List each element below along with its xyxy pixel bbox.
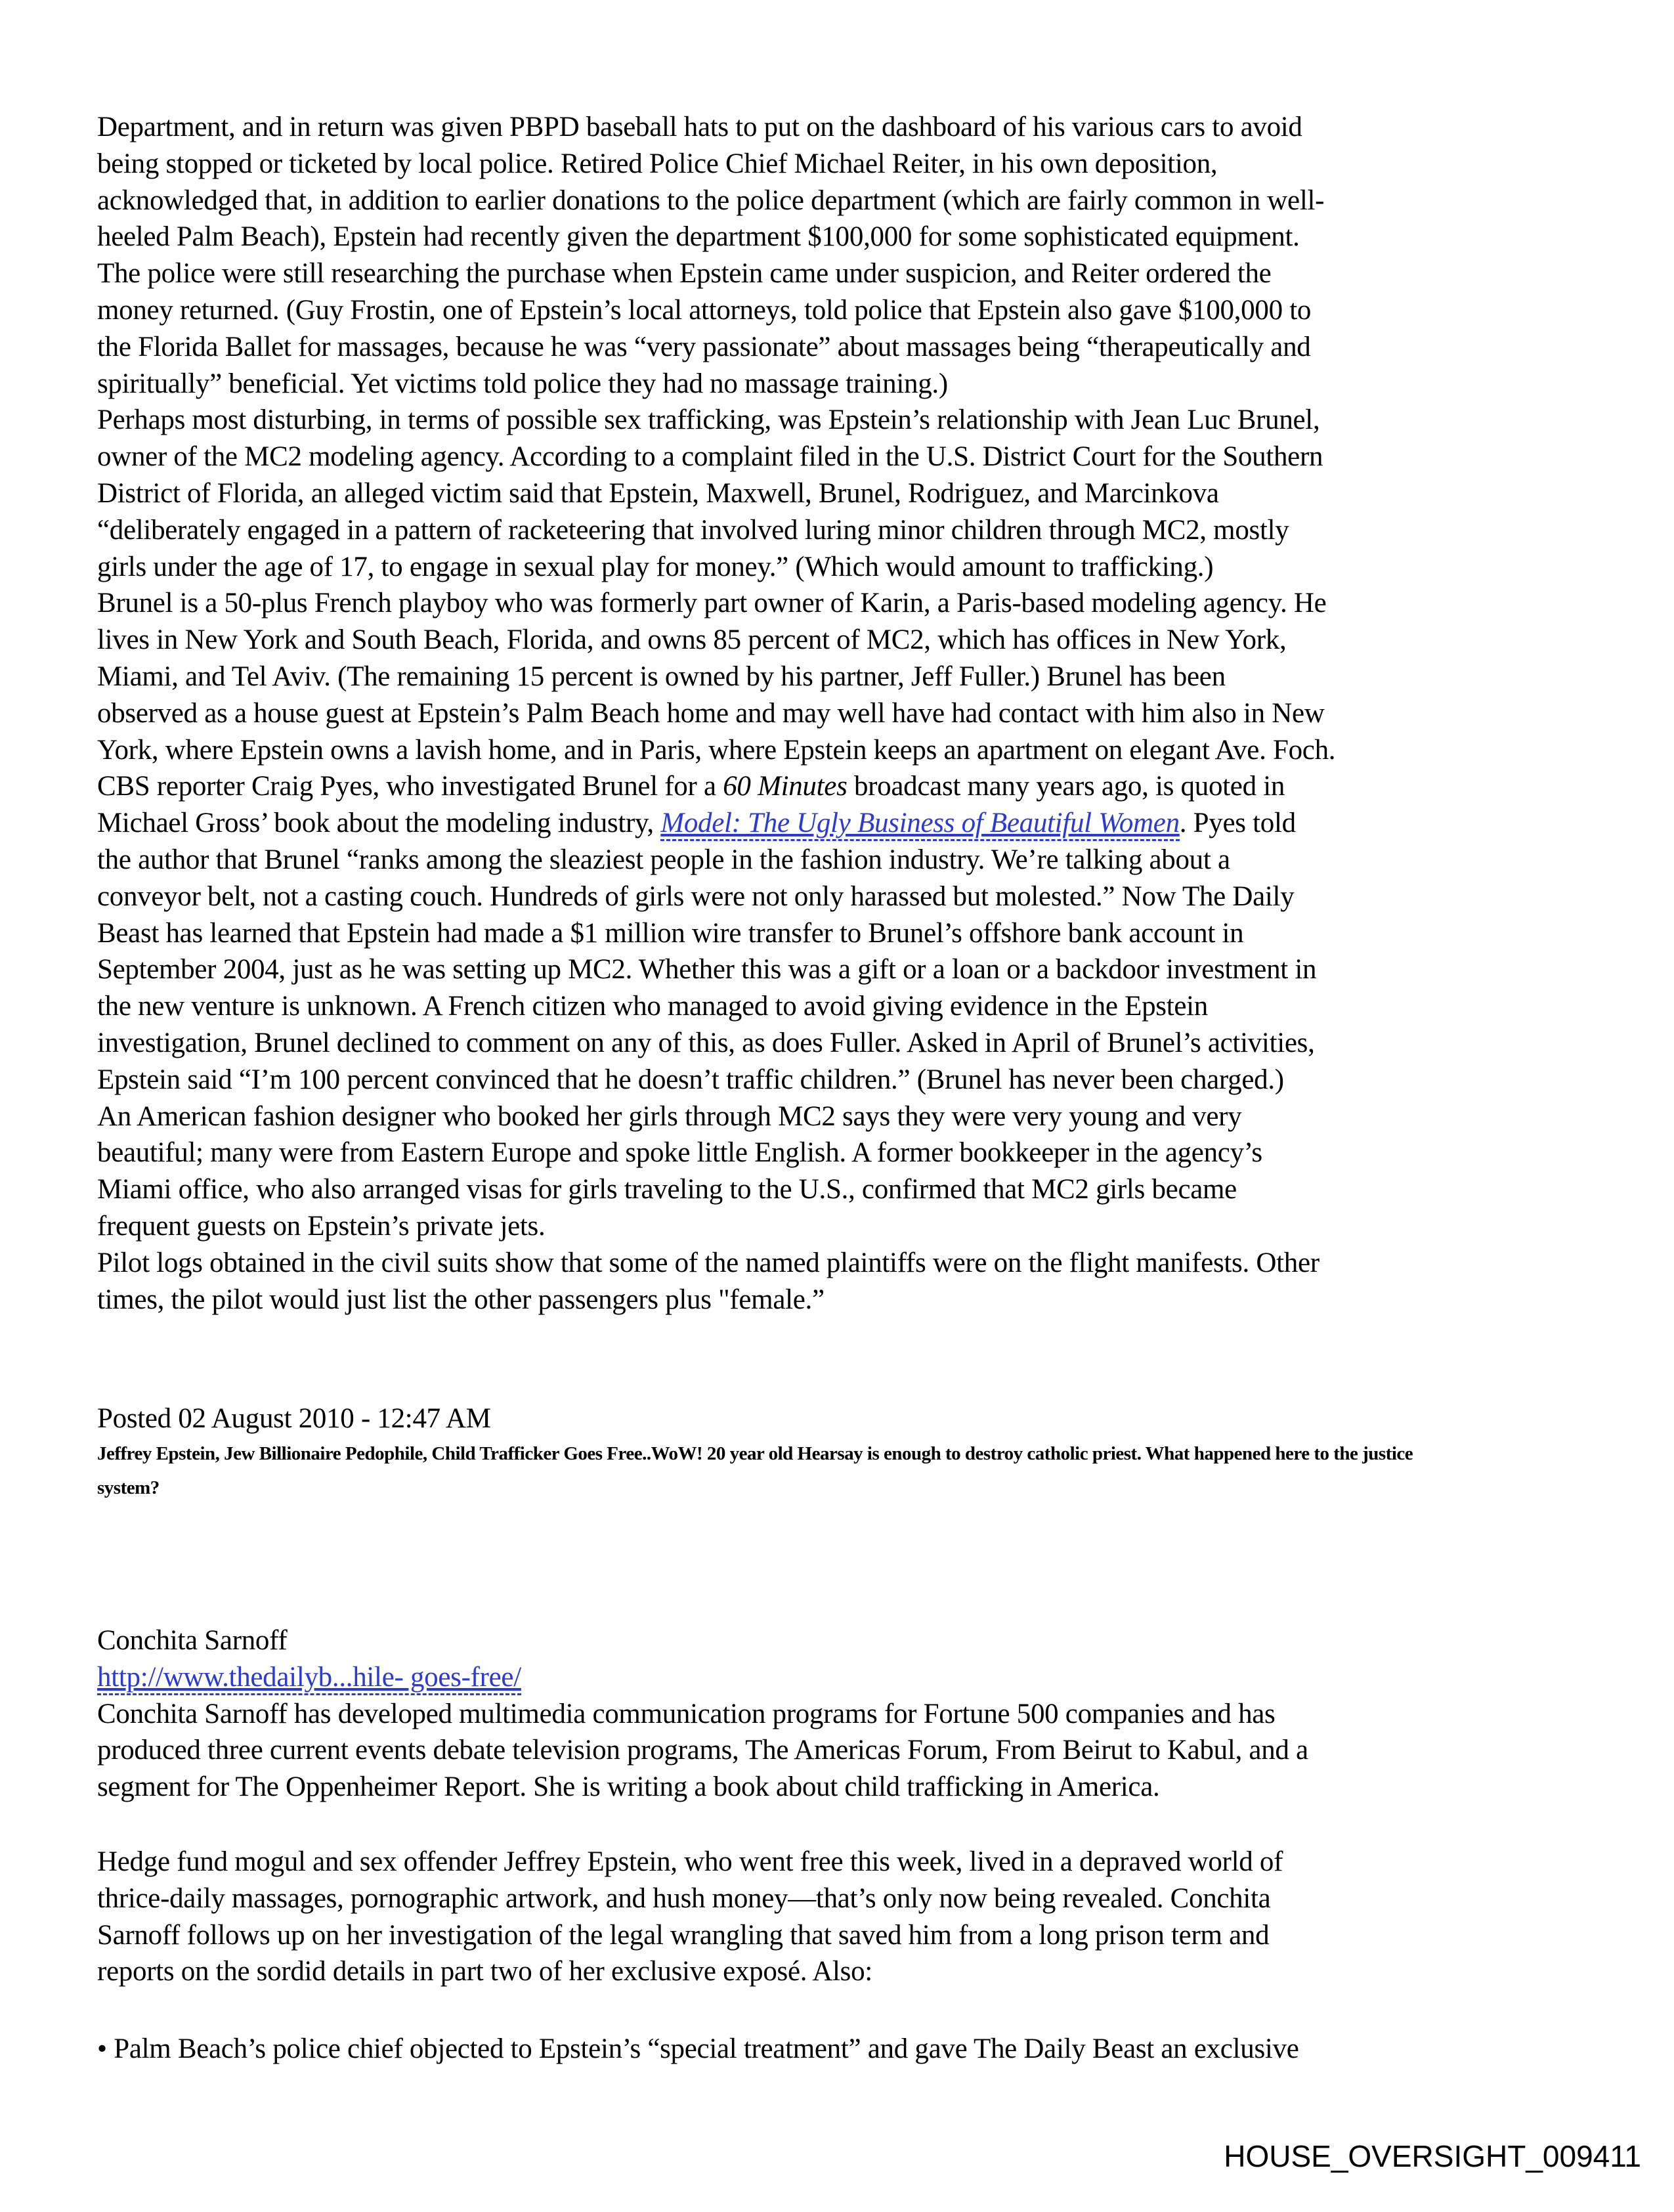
author-section [97,1622,1308,1806]
text-segment: spiritually” beneficial. Yet victims told police they had no massage training.) [97,368,948,399]
text-segment: Epstein said “I’m 100 percent convinced that he doesn’t traffic children.” (Brunel has never been charged.) [97,1064,1284,1095]
text-segment: York, where Epstein owns a lavish home, and in Paris, where Epstein keeps an apartment on elegant Ave. Foch. [97,734,1336,766]
text-segment: produced three current events debate television programs, The Americas Forum, From Beirut to Kabul, and a [97,1735,1308,1766]
text-line [97,366,1335,402]
text-segment: Conchita Sarnoff [97,1625,288,1656]
text-segment: times, the pilot would just list the other passengers plus "female.” [97,1284,825,1315]
text-line [97,512,1335,549]
text-line [97,1135,1335,1171]
text-line [97,1622,1308,1659]
text-line [97,768,1335,805]
text-line [97,695,1335,732]
text-line [97,402,1335,439]
text-line [97,805,1335,842]
text-segment: reports on the sordid details in part two of her exclusive exposé. Also: [97,1956,872,1987]
text-line [97,183,1335,219]
text-line [97,951,1335,988]
article-intro [97,1844,1283,1990]
text-line [97,475,1335,512]
text-line [97,1953,1283,1990]
text-line [97,146,1335,183]
text-line [97,1732,1308,1769]
text-line [97,329,1335,366]
text-line [97,732,1335,769]
text-line [97,1917,1283,1954]
text-line [97,549,1335,586]
text-line [97,622,1335,659]
text-segment: The police were still researching the purchase when Epstein came under suspicion, and Reiter ordered the [97,258,1272,290]
text-segment: “deliberately engaged in a pattern of racketeering that involved luring minor children through MC2, mostly [97,514,1289,546]
text-segment: beautiful; many were from Eastern Europe and spoke little English. A former bookkeeper in the agency’s [97,1137,1262,1169]
text-segment: owner of the MC2 modeling agency. According to a complaint filed in the U.S. District Court for the Southern [97,441,1323,473]
text-segment: • Palm Beach’s police chief objected to Epstein’s “special treatment” and gave The Daily Beast an exclusive [97,2033,1299,2064]
text-segment: segment for The Oppenheimer Report. She is writing a book about child trafficking in America. [97,1771,1160,1803]
text-line [97,1437,1413,1471]
article-url-link[interactable]: http://www.thedailyb...hile- goes-free/ [97,1662,521,1695]
text-line [97,1844,1283,1880]
text-segment: the author that Brunel “ranks among the sleaziest people in the fashion industry. We’re talking about a [97,844,1230,875]
text-segment: Miami office, who also arranged visas for girls traveling to the U.S., confirmed that MC2 girls became [97,1174,1237,1205]
text-segment: the Florida Ballet for massages, because he was “very passionate” about massages being “therapeutically and [97,331,1311,362]
text-segment: Hedge fund mogul and sex offender Jeffrey Epstein, who went free this week, lived in a depraved world of [97,1846,1283,1877]
text-line [97,1880,1283,1917]
text-segment: District of Florida, an alleged victim said that Epstein, Maxwell, Brunel, Rodriguez, and Marcinkova [97,477,1219,509]
text-segment: Conchita Sarnoff has developed multimedia communication programs for Fortune 500 companies and has [97,1698,1276,1729]
text-segment: Department, and in return was given PBPD baseball hats to put on the dashboard of his various cars to avoid [97,112,1302,142]
text-line [97,585,1335,622]
text-segment: the new venture is unknown. A French citizen who managed to avoid giving evidence in the Epstein [97,991,1208,1022]
text-segment: . Pyes told [1179,808,1296,839]
text-segment: 60 Minutes [723,771,848,802]
text-segment: Sarnoff follows up on her investigation of the legal wrangling that saved him from a long prison term and [97,1919,1270,1951]
text-segment: money returned. (Guy Frostin, one of Epstein’s local attorneys, told police that Epstein also gave $100,000 to [97,294,1312,326]
text-segment: CBS reporter Craig Pyes, who investigated Brunel for a [97,771,723,802]
article-body [97,109,1335,1318]
text-line [97,842,1335,878]
text-segment: Brunel is a 50-plus French playboy who was formerly part owner of Karin, a Paris-based modeling agency. He [97,588,1327,619]
text-segment: broadcast many years ago, is quoted in [847,771,1285,802]
post-title-bold [97,1437,1413,1505]
text-segment: thrice-daily massages, pornographic artwork, and hush money—that’s only now being revealed. Conchita [97,1882,1271,1914]
text-line [97,1769,1308,1806]
text-segment: being stopped or ticketed by local police. Retired Police Chief Michael Reiter, in his own deposition, [97,148,1218,179]
text-line [97,1025,1335,1062]
text-line [97,1696,1308,1733]
text-segment: heeled Palm Beach), Epstein had recently given the department $100,000 for some sophisticated equipment. [97,221,1300,253]
text-segment: observed as a house guest at Epstein’s Palm Beach home and may well have had contact with him also in New [97,697,1325,729]
text-segment: An American fashion designer who booked her girls through MC2 says they were very young and very [97,1100,1242,1132]
text-segment: September 2004, just as he was setting up MC2. Whether this was a gift or a loan or a backdoor investment in [97,954,1317,986]
text-segment: Beast has learned that Epstein had made a $1 million wire transfer to Brunel’s offshore bank account in [97,917,1244,949]
text-line [97,1659,1308,1696]
text-segment: Miami, and Tel Aviv. (The remaining 15 percent is owned by his partner, Jeff Fuller.) Brunel has been [97,661,1226,692]
posted-timestamp: Posted 02 August 2010 - 12:47 AM [97,1403,491,1434]
text-segment: conveyor belt, not a casting couch. Hundreds of girls were not only harassed but molested.” Now The Daily [97,880,1295,912]
text-segment: girls under the age of 17, to engage in sexual play for money.” (Which would amount to trafficking.) [97,551,1214,582]
text-line [97,1062,1335,1098]
text-line [97,878,1335,915]
text-line [97,219,1335,255]
text-line [97,1282,1335,1318]
text-line [97,1098,1335,1135]
text-segment: Michael Gross’ book about the modeling industry, [97,808,661,839]
bates-number: HOUSE_OVERSIGHT_009411 [1224,2139,1641,2173]
text-line [97,439,1335,475]
text-line [97,255,1335,292]
text-line [97,915,1335,952]
text-segment: system? [97,1477,160,1498]
text-line [97,1208,1335,1245]
text-line [97,1471,1413,1505]
text-line [97,109,1335,146]
text-segment: Perhaps most disturbing, in terms of possible sex trafficking, was Epstein’s relationship with Jean Luc Brunel, [97,404,1320,436]
bullet-list [97,2031,1299,2068]
text-line [97,2031,1299,2068]
book-title-link[interactable]: Model: The Ugly Business of Beautiful Women [660,808,1179,841]
text-segment: lives in New York and South Beach, Florida, and owns 85 percent of MC2, which has offices in New York, [97,624,1287,656]
text-line [97,988,1335,1025]
text-segment: investigation, Brunel declined to comment on any of this, as does Fuller. Asked in April of Brunel’s activities, [97,1027,1315,1058]
text-segment: frequent guests on Epstein’s private jets. [97,1210,546,1242]
text-segment: Pilot logs obtained in the civil suits show that some of the named plaintiffs were on the flight manifests. Other [97,1247,1320,1278]
text-line [97,659,1335,695]
text-segment: acknowledged that, in addition to earlier donations to the police department (which are fairly common in well- [97,184,1325,216]
text-line [97,1171,1335,1208]
text-line [97,1245,1335,1282]
text-line [97,292,1335,329]
text-segment: Jeffrey Epstein, Jew Billionaire Pedophile, Child Trafficker Goes Free..WoW! 20 year old Hearsay is enough to destroy catholic priest. What happened here to the justice [97,1443,1413,1464]
